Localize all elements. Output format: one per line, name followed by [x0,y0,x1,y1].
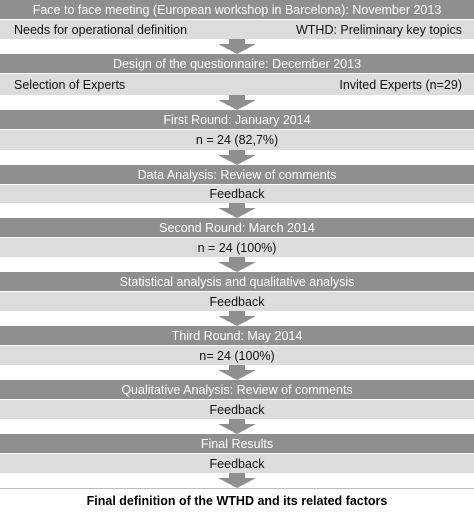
step-feedback-2 [0,292,474,311]
step-first-round-n [0,130,474,150]
step-text: n = 24 (82,7%) [195,133,279,147]
step-third-round-n [0,346,474,365]
step-text: Feedback [209,456,265,471]
step-text-right: WTHD: Preliminary key topics [296,22,462,37]
step-first-round-header [0,110,474,129]
step-text: Feedback [209,187,265,201]
step-second-round-header [0,218,474,237]
step-final-results-header [0,434,474,453]
step-data-analysis-header [0,165,474,184]
step-text: n= 24 (100%) [199,348,275,363]
step-text: Feedback [209,402,265,417]
step-feedback-1 [0,185,474,203]
step-text: Feedback [209,294,265,309]
step-questionnaire-header [0,54,474,73]
step-second-round-n [0,238,474,257]
step-feedback-3 [0,400,474,419]
step-text: Second Round: March 2014 [159,220,315,235]
step-final-definition [0,488,474,513]
step-text: n = 24 (100%) [197,240,277,255]
step-workshop-outcomes [0,20,474,39]
down-arrow-icon [218,311,256,326]
down-arrow-icon [218,150,256,165]
step-third-round-header [0,326,474,345]
step-text: Qualitative Analysis: Review of comments [121,382,353,397]
down-arrow-icon [218,39,256,54]
step-text: Statistical analysis and qualitative analysis [119,274,355,289]
step-text: First Round: January 2014 [163,112,311,127]
down-arrow-icon [218,419,256,434]
step-text-left: Needs for operational definition [14,22,188,37]
step-text: Face to face meeting (European workshop in Barcelona): November 2013 [32,2,442,17]
step-text-right: Invited Experts (n=29) [339,77,462,92]
step-text: Final definition of the WTHD and its related factors [86,494,388,508]
step-text: Third Round: May 2014 [171,328,303,343]
step-text: Data Analysis: Review of comments [137,167,337,182]
step-qualitative-analysis-header [0,380,474,399]
step-statistical-analysis-header [0,272,474,291]
down-arrow-icon [218,257,256,272]
step-experts [0,74,474,95]
step-text-left: Selection of Experts [14,77,126,92]
step-feedback-4 [0,454,474,473]
step-text: Design of the questionnaire: December 2013 [112,56,362,71]
down-arrow-icon [218,95,256,110]
down-arrow-icon [218,365,256,380]
step-text: Final Results [200,436,274,451]
step-workshop-header [0,0,474,19]
down-arrow-icon [218,473,256,488]
down-arrow-icon [218,203,256,218]
